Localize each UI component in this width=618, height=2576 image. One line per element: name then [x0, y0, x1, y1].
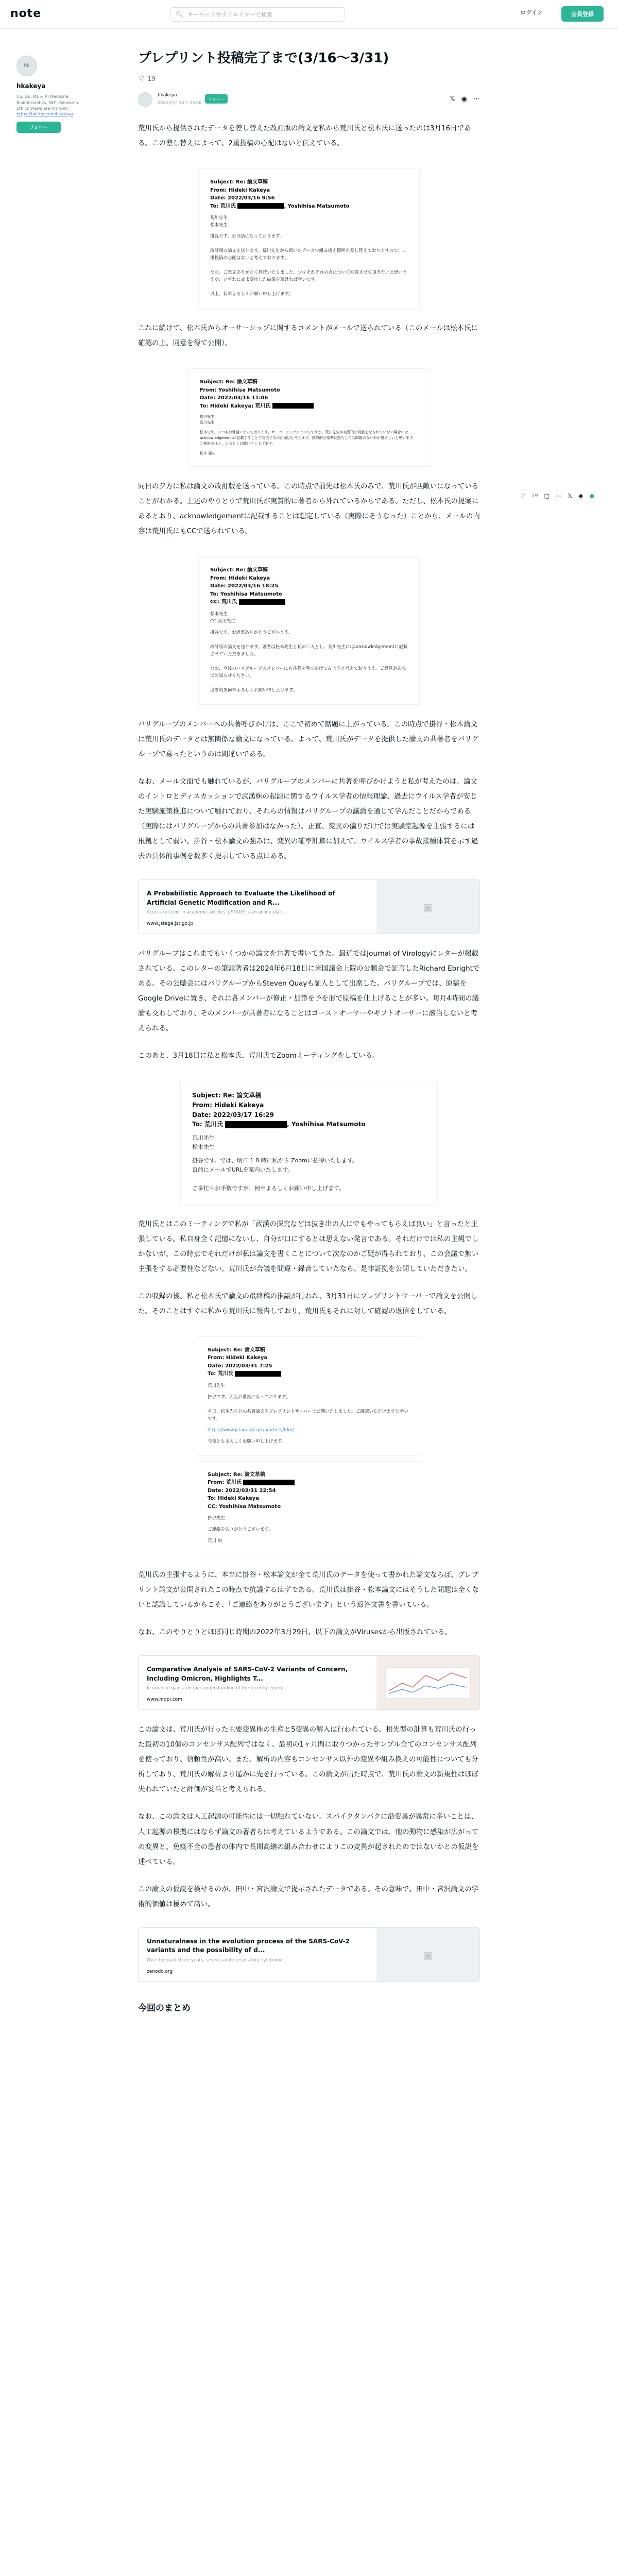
- paragraph-1: 荒川氏から提供されたデータを差し替えた改訂版の論文を私から荒川氏と松本氏に送ったのは3月16日である。この差し替えによって、2重投稿の心配はないと伝えている。: [138, 124, 471, 148]
- mail-to-label: To: 荒川氏: [208, 1371, 233, 1377]
- paragraph-12: この論文は、荒川氏が行った主要変異株の生産と5変異の解入は行われている。相先型の計算も荒川氏の行った最初の10個のコンセンサス配列ではなく、最初の1ヶ月間に取りつかったサンプル全てのコンセンサス配列を使っており、信頼性が高い。また、解析の内容もコンセンサス以外の変異や組み換えの可能性についても分析しており、荒川氏の解析より遥かに先を行っている。この論文が出た時点で、荒川氏の論文の新規性はほぼ失われていたと評価が妥当と考えられる。: [138, 1725, 479, 1794]
- card-url[interactable]: zenodo.org: [147, 1969, 173, 1974]
- thumbnail-figure: [382, 1663, 474, 1704]
- creator-name[interactable]: hkakeya: [16, 82, 46, 90]
- link-card-zenodo[interactable]: [138, 1927, 480, 1982]
- mail-body: 松本です。いつもお世話になっております。オーサーシップについてですが、荒川先生が実質的な貢献をなされていない場合には、acknowledgementに記載することで対応するのが適切と考えます。国際的な基準に照らしても問題のない形が望ましいと思います。ご検討のほど、よろしくお願い申し上げます。: [200, 430, 417, 446]
- paragraph-7: このあと、3月18日に私と松本氏、荒川氏でZoomミーティングをしている。: [138, 1052, 380, 1060]
- mail-date: Date: 2022/03/16 11:06: [200, 395, 268, 401]
- mail-body: ご連絡をありがとうございます。: [208, 1527, 273, 1533]
- mail-cc: CC: Yoshihisa Matsumoto: [208, 1503, 281, 1510]
- mail-to-tail: , Yoshihisa Matsumoto: [287, 1121, 366, 1128]
- email-screenshot-4: [180, 1081, 438, 1204]
- card-url[interactable]: www.jstage.jst.go.jp: [147, 921, 194, 927]
- mail-salutation: 松本先生 CC:荒川先生: [210, 611, 235, 624]
- mail-subject: Subject: Re: 論文草稿: [200, 379, 258, 385]
- redaction-bar: [225, 1121, 287, 1128]
- mail-salutation: 荒川先生: [208, 1383, 226, 1388]
- mail-closing: 今後ともよろしくお願い申し上げます。: [208, 1438, 286, 1444]
- mail-date: Date: 2022/03/16 9:56: [210, 195, 275, 201]
- redaction-bar: [243, 1480, 295, 1485]
- mail-date: Date: 2022/03/31 22:54: [208, 1487, 276, 1494]
- image-placeholder-icon: ▣: [376, 880, 479, 934]
- card-url[interactable]: www.mdpi.com: [147, 1697, 182, 1703]
- creator-profile: [16, 56, 78, 133]
- mail-to: [210, 202, 408, 211]
- paragraph-3: 同日の夕方に私は論文の改訂版を送っている。この時点で前先は松本氏のみで、荒川氏が匹敵いになっていることがわかる。上述のやりとりで荒川氏が実質的に著者から外れているからである。ただし、松本氏の提案にあるとおり、acknowledgementに記載することは想定している（実際にそうなった）ことから、メールの内容は荒川氏にもCCで送られている。: [138, 482, 480, 536]
- facebook-share-icon[interactable]: ◉: [461, 95, 467, 104]
- like-count[interactable]: 19: [147, 75, 156, 83]
- mail-cc-label: CC: 荒川氏: [210, 599, 237, 605]
- paragraph-14: この論文の仮説を検せるのが、田中・宮沢論文で提示されたデータである。その意味で、田中・宮沢論文の学術的価値は極めて高い。: [138, 1885, 479, 1908]
- mail-body: 掛谷です。では、明日 1 8 時に私から Zoomに招待いたします。 直前にメールでURLを案内いたします。 ご多忙中お手数ですが、何卒よろしくお願い申し上げます。: [192, 1157, 358, 1192]
- mail-salutation: 荒川先生 松本先生: [192, 1134, 215, 1150]
- paragraph-8: 荒川氏とはこのミーティングで私が「武漢の探究などは抜き出の人にでもやってもらえば良い」と言ったと主張している。私自身全く記憶にないし、自分が口にするとは思えない発言である。それだけでは私の主観でしかないが、この時点でそれだけが私は論文を書くことについて次なのかご疑が得られており、この会議で無い主張をする必要性などない。荒川氏が合議を間違・録音していたなら、是非証拠を公開していただきたい。: [138, 1219, 479, 1273]
- card-description: In order to gain a deeper understanding of the recently emerg...: [147, 1686, 288, 1691]
- mail-to: [200, 402, 418, 411]
- mail-subject: Subject: Re: 論文草稿: [210, 179, 268, 185]
- card-description: Over the past three years, severe acute respiratory syndrome...: [147, 1957, 287, 1963]
- mail-subject: Subject: Re: 論文草稿: [210, 567, 268, 573]
- mail-salutation: 掛谷先生 荒川先生: [200, 415, 214, 425]
- mail-date: Date: 2022/03/16 18:25: [210, 583, 279, 589]
- email-screenshot-6: [196, 1461, 422, 1556]
- search-box[interactable]: [170, 7, 345, 22]
- bookmark-icon[interactable]: □: [544, 492, 550, 499]
- floating-action-bar: [520, 490, 608, 501]
- mail-date: Date: 2022/03/17 16:29: [192, 1111, 274, 1118]
- mail-to-tail: , Yoshihisa Matsumoto: [284, 203, 350, 209]
- author-name[interactable]: hkakeya: [158, 93, 177, 98]
- more-icon[interactable]: ⋯: [556, 492, 562, 499]
- mail-from: From: Hideki Kakeya: [192, 1101, 264, 1109]
- note-logo[interactable]: note: [10, 7, 42, 20]
- paragraph-11: なお、このやりとりとほぼ同じ時期の2022年3月29日、以下の論文がVirusesから出版されている。: [138, 1628, 452, 1637]
- paragraph-9: この収録の後、私と松本氏で論文の最終稿の推敲が行われ、3月31日にプレプリントサーバーで論文を公開した。そのことはすぐに私から荒川氏に報告しており、荒川氏もそれに対して確認の返信をしている。: [138, 1292, 478, 1315]
- image-placeholder-icon: ▣: [376, 1928, 479, 1982]
- mail-subject: Subject: Re: 論文草稿: [192, 1092, 262, 1099]
- card-description: Access full text in academic articles. J-STAGE is an online platf...: [147, 910, 287, 916]
- paragraph-2: これに続けて、松本氏からオーサーシップに関するコメントがメールで送られている（このメールは松本氏に確認の上、同意を得て公開）。: [138, 324, 478, 348]
- article-title: プレプリント投稿完了まで(3/16〜3/31): [138, 50, 389, 66]
- mail-body: 掛谷です。大変お世話になっております。 本日、松本先生との共著論文をプレプリントサーバーで公開いたしました。ご確認いただけますと幸いです。: [208, 1394, 408, 1421]
- mail-to-tail: ; 荒川氏: [251, 403, 271, 409]
- paragraph-5: なお、メール文面でも触れているが、バリグループのメンバーに共著を呼びかけようと私が考えたのは、論文のイントロとディスカッションで武漢株の起源に関するウイルス学者の情報理論、過去にウイルス学者が安じた実験施策推進について触れており、それらの情報はバリグループの議論を通じて学んだことだからである（実際にはバリグループからの共著参加はなかった）。正直、変異の偏りだけでは実験室起源を主張するには根拠として弱い。掛谷・松本論文の強みは、変異の確率計算に加えて、ウイルス学者の事故接種体質を示す過去の具体的事例を数多く提示している点にある。: [138, 777, 478, 861]
- signup-button[interactable]: 会員登録: [561, 6, 604, 22]
- site-header: [0, 0, 618, 29]
- paragraph-4: バリグループのメンバーへの共著呼びかけは、ここで初めて話題に上がっている。この時点で掛谷・松本論文は荒川氏のデータとは無関係な論文になっている。よって、荒川氏がデータを提供した論文の共著者をバリグループで募ったというのは間違いである。: [138, 720, 478, 759]
- mail-subject: Subject: Re: 論文草稿: [208, 1471, 265, 1478]
- mail-from: From: Hideki Kakeya: [210, 187, 270, 193]
- post-date: 2024年5月13日 23:00: [158, 100, 202, 106]
- mail-to-label: To: 荒川氏: [210, 203, 236, 209]
- link-card-mdpi[interactable]: [138, 1655, 480, 1710]
- mail-to-label: To: 荒川氏: [192, 1121, 223, 1128]
- paragraph-13: なお、この論文は人工起源の可能性には一切触れていない。スパイクタンパクに沿変異が異常に多いことは、人工起源の根拠にはならず論文の著者らは考えているようである。この論文では、他の動物に感染が広がっての変異と、免疫不全の患者の体内で長期高継の組み合わせによりこの変異が起されたのではないかとの仮説を述べている。: [138, 1812, 479, 1866]
- mail-date: Date: 2022/03/31 7:25: [208, 1363, 272, 1369]
- follow-button[interactable]: フォロー: [16, 122, 61, 133]
- heart-icon[interactable]: ♡: [520, 492, 525, 499]
- mail-from: From: Hideki Kakeya: [208, 1355, 268, 1361]
- redaction-bar: [272, 403, 314, 409]
- author-avatar[interactable]: [138, 92, 152, 107]
- mail-to: [208, 1370, 410, 1378]
- mail-from-label: From: 荒川氏: [208, 1480, 242, 1486]
- creator-link[interactable]: https://twitter.com/hkakeya: [16, 111, 74, 116]
- mail-salutation: 荒川先生 松本先生: [210, 215, 228, 228]
- creator-bio: CS, DE, ML & AI Medicine, Bioinformatics, NLP, Research Ethics Views are my own.: [16, 94, 78, 111]
- mail-salutation: 掛谷先生: [208, 1516, 226, 1521]
- x-share-icon[interactable]: 𝕏: [450, 95, 455, 104]
- more-icon[interactable]: ⋯: [473, 95, 480, 104]
- mail-to: To: Hideki Kakeya: [208, 1496, 260, 1502]
- login-link[interactable]: ログイン: [520, 9, 543, 16]
- author-row: [138, 92, 480, 109]
- x-share-icon[interactable]: 𝕏: [568, 492, 572, 499]
- mail-body: 掛谷です。お返事ありがとうございます。 改訂版の論文を送ります。著者は松本先生と私の二人とし、荒川先生にはacknowledgementに記載させていただきました。 なお、今後のバリグループのメンバーにも共著を呼びかけてみようと考えております。ご意見があればお知らせください。 引き続き何卒よろしくお願い申し上げます。: [210, 630, 408, 693]
- email-screenshot-2: [188, 368, 430, 467]
- search-input[interactable]: [187, 11, 332, 18]
- mail-from: [208, 1479, 410, 1487]
- redaction-bar: [239, 599, 285, 605]
- article-thumbnail: [376, 1656, 479, 1710]
- paragraph-10: 荒川氏の主張するように、本当に掛谷・松本論文が全て荒川氏のデータを使って書かれた論文ならば、プレプリント論文が公開されたこの時点で抗議するはずである。荒川氏は掛谷・松本論文にはそうした問題は全くないと認識しているからこそ、「ご連絡をありがとうございます」という返答文書を書いている。: [138, 1571, 479, 1609]
- email-screenshot-1: [198, 168, 420, 309]
- share-icons: [450, 95, 480, 103]
- mail-from: From: Hideki Kakeya: [210, 575, 270, 581]
- mail-from: From: Yoshihisa Matsumoto: [200, 387, 280, 393]
- mail-to: To: Yoshihisa Matsumoto: [210, 591, 282, 597]
- redaction-bar: [237, 203, 284, 209]
- like-row: [138, 75, 480, 83]
- author-follow-button[interactable]: フォロー: [205, 94, 228, 104]
- mail-to: [192, 1120, 426, 1129]
- card-title[interactable]: Comparative Analysis of SARS-CoV-2 Variants of Concern, Including Omicron, Highlights T...: [147, 1666, 348, 1682]
- facebook-share-icon[interactable]: ◉: [578, 492, 583, 499]
- email-screenshot-3: [198, 556, 420, 705]
- section-heading-summary: 今回のまとめ: [138, 2003, 191, 2013]
- paragraph-6: バリグループはこれまでもいくつかの論文を共著で書いてきた。最近ではJournal of Virologyにレターが掲載されている。このレターの筆頭著者は2024年6月18日に米国議会上院の公聴会で証言したRichard Ebrightである。その公聴会にはバリグループからSteven Quayも証人として出席した。バリグループでは、原稿をGoogle Driveに置き、それに各メンバーが修正・加筆を予を形で原稿を仕上げることが多い。毎月4時間の議論も交わしており、そのメンバーが共著者になることはゴーストオーサーやギフトオーサーに該当しないと考えられる。: [138, 950, 480, 1033]
- link-card-jstage[interactable]: [138, 879, 480, 934]
- mail-signature: 荒川 央: [208, 1538, 222, 1544]
- mail-cc: [210, 598, 408, 606]
- avatar[interactable]: hk: [16, 56, 37, 76]
- card-title[interactable]: Unnaturalness in the evolution process of the SARS-CoV-2 variants and the possibility of d...: [147, 1937, 350, 1954]
- mail-signature: 松本 義久: [200, 451, 216, 455]
- card-title[interactable]: A Probabilistic Approach to Evaluate the Likelihood of Artificial Genetic Modification and R...: [147, 890, 335, 906]
- line-share-icon[interactable]: ●: [589, 492, 595, 499]
- search-icon: 🔍︎: [176, 11, 184, 18]
- email-screenshot-5: [196, 1336, 422, 1456]
- mail-subject: Subject: Re: 論文草稿: [208, 1347, 265, 1353]
- mail-to-label: To: Hideki Kakeya: [200, 403, 252, 409]
- floating-like-count[interactable]: 19: [531, 493, 538, 499]
- mail-link[interactable]: https://www.jstage.jst.go.jp/article/fdm/...: [208, 1427, 298, 1433]
- redaction-bar: [235, 1371, 281, 1377]
- mail-body: 掛谷です。お世話になっております。 改訂版の論文を送ります。荒川先生から頂いたデータで組み換え箇所を差し替えておりますので、二重投稿の心配はないと考えております。 なお、ご意見ありがたく拝読いたしました。少々それぞれの点について回答させて頂きたいと思いますが、いずれにせよ変化した結果を頂ければ幸いです。 以上、何卒よろしくお願い申し上げます。: [210, 234, 407, 297]
- article: [138, 49, 480, 2013]
- heart-icon[interactable]: ♡: [138, 75, 145, 83]
